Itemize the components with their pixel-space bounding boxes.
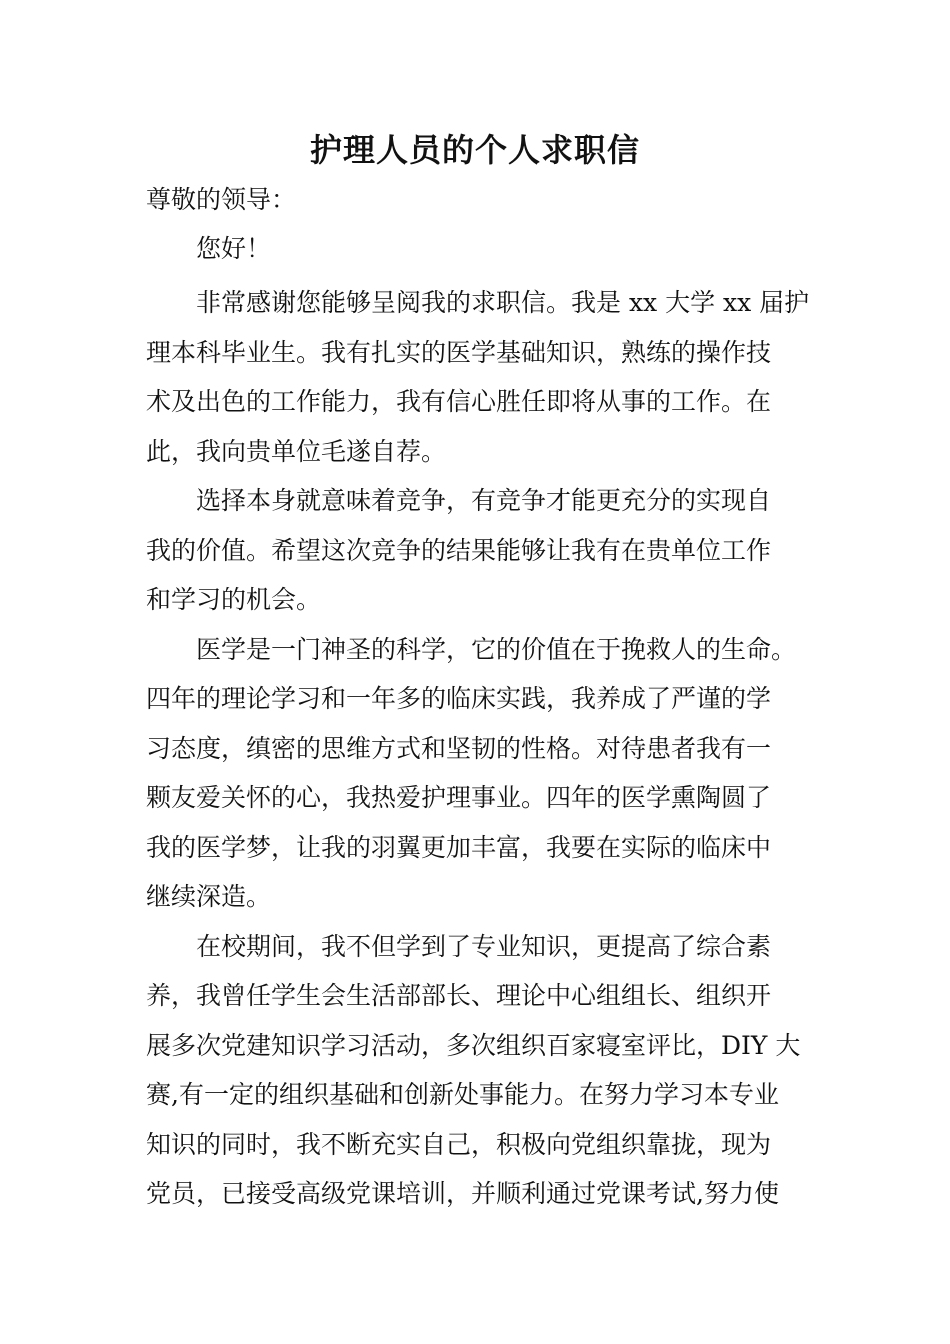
text-line: 颗友爱关怀的心，我热爱护理事业。四年的医学熏陶圆了 xyxy=(146,783,772,812)
text-line: 此，我向贵单位毛遂自荐。 xyxy=(146,436,447,466)
text-line: 知识的同时，我不断充实自己，积极向党组织靠拢，现为 xyxy=(146,1129,772,1159)
salutation: 尊敬的领导： xyxy=(146,185,297,214)
text-line: 习态度，缜密的思维方式和坚韧的性格。对待患者我有一 xyxy=(146,733,772,763)
text-line: 理本科毕业生。我有扎实的医学基础知识，熟练的操作技 xyxy=(146,337,772,367)
text-line: 展多次党建知识学习活动，多次组织百家寝室评比，DIY 大 xyxy=(146,1030,801,1060)
text-line: 术及出色的工作能力，我有信心胜任即将从事的工作。在 xyxy=(146,387,772,416)
greeting: 您好！ xyxy=(196,234,272,263)
letter-body xyxy=(146,278,826,1219)
text-line: 在校期间，我不但学到了专业知识，更提高了综合素 xyxy=(196,931,772,961)
text-line: 选择本身就意味着竞争，有竞争才能更充分的实现自 xyxy=(196,486,772,515)
text-line: 非常感谢您能够呈阅我的求职信。我是 xx 大学 xx 届护 xyxy=(196,288,810,317)
text-line: 医学是一门神圣的科学，它的价值在于挽救人的生命。 xyxy=(196,634,797,664)
text-line: 党员，已接受高级党课培训，并顺利通过党课考试,努力使 xyxy=(146,1179,779,1208)
text-line: 赛,有一定的组织基础和创新处事能力。在努力学习本专业 xyxy=(146,1080,779,1109)
text-line: 我的价值。希望这次竞争的结果能够让我有在贵单位工作 xyxy=(146,535,772,565)
document-title: 护理人员的个人求职信 xyxy=(309,131,640,169)
text-line: 养，我曾任学生会生活部部长、理论中心组组长、组织开 xyxy=(146,981,772,1010)
text-line: 四年的理论学习和一年多的临床实践，我养成了严谨的学 xyxy=(146,684,772,713)
text-line: 和学习的机会。 xyxy=(146,585,322,614)
text-line: 继续深造。 xyxy=(146,882,272,911)
text-line: 我的医学梦，让我的羽翼更加丰富，我要在实际的临床中 xyxy=(146,832,772,862)
